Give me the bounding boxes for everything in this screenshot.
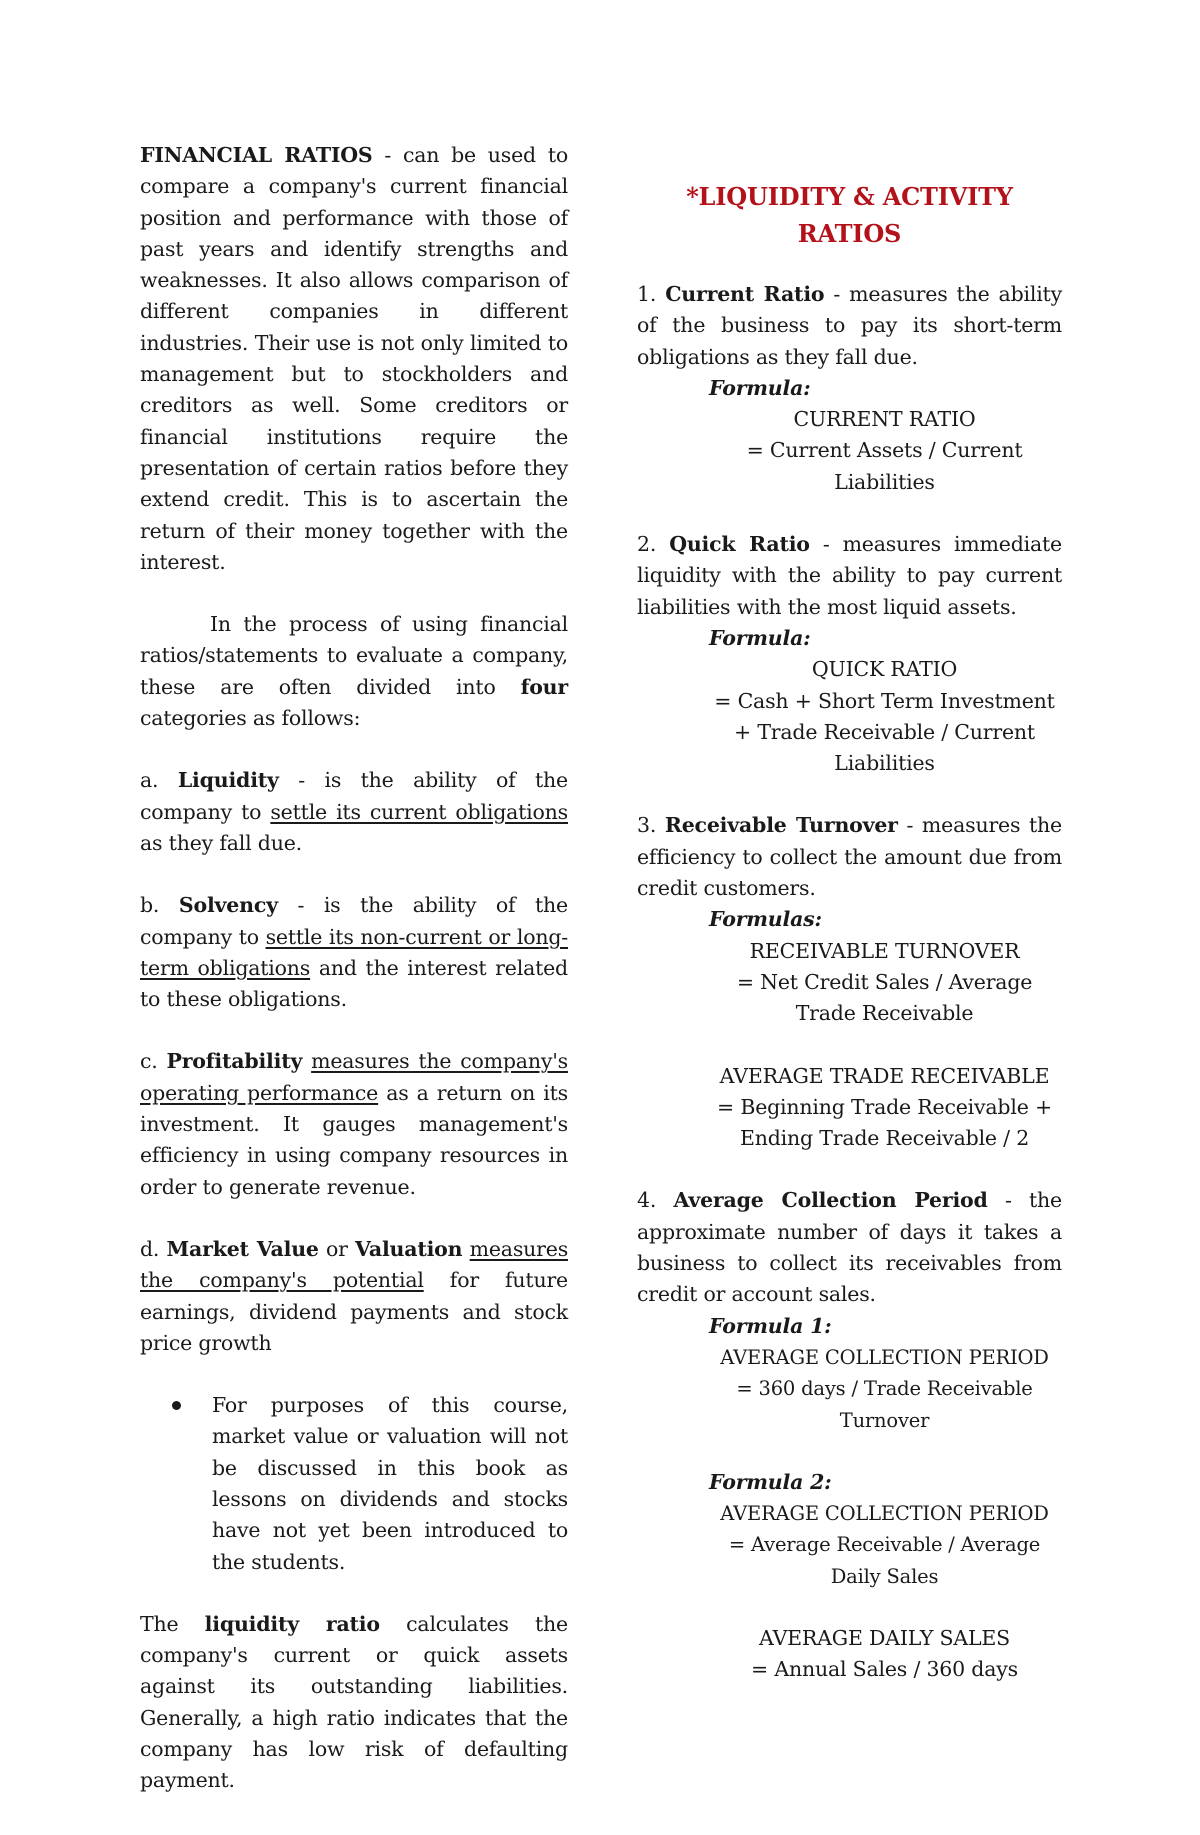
formula-title: QUICK RATIO xyxy=(811,657,958,682)
category-solvency: b. Solvency - is the ability of the company to settle its non-current or long-term obligations and the interest related to these obligations. xyxy=(140,893,568,1012)
section-heading: *LIQUIDITY & ACTIVITY RATIOS xyxy=(686,182,1013,248)
category-profitability: c. Profitability measures the company's operating performance as a return on its investment. It gauges management's efficiency in using company resources in order to generate revenue. xyxy=(140,1049,568,1199)
right-column xyxy=(637,140,1062,1686)
formula-body: = Annual Sales / 360 days xyxy=(751,1657,1018,1682)
formula-body: = Average Receivable / Average Daily Sales xyxy=(728,1533,1041,1588)
formula-label: Formula 2: xyxy=(709,1469,832,1494)
note-bullet-item: For purposes of this course, market value or valuation will not be discussed in this book as lessons on dividends and stocks have not yet been introduced to the students. xyxy=(212,1390,568,1578)
formula-body: = Beginning Trade Receivable + Ending Trade Receivable / 2 xyxy=(717,1094,1052,1151)
formula-title: CURRENT RATIO xyxy=(793,407,976,432)
note-bullet-list xyxy=(140,1390,568,1578)
formula-body: = Current Assets / Current Liabilities xyxy=(746,438,1023,494)
formula-title: RECEIVABLE TURNOVER xyxy=(749,938,1020,963)
category-market-value: d. Market Value or Valuation measures the company's potential for future earnings, dividend payments and stock price growth xyxy=(140,1236,569,1355)
left-column xyxy=(140,140,568,1797)
receivable-turnover-item: 3. Receivable Turnover - measures the efficiency to collect the amount due from credit customers. xyxy=(637,813,1062,901)
formula-label: Formulas: xyxy=(709,907,822,932)
formula-label: Formula: xyxy=(709,625,811,650)
financial-ratios-term: FINANCIAL RATIOS xyxy=(140,143,373,167)
quick-ratio-item: 2. Quick Ratio - measures immediate liquidity with the ability to pay current liabilities with the most liquid assets. xyxy=(637,532,1062,619)
formula-body: = 360 days / Trade Receivable Turnover xyxy=(736,1377,1033,1432)
category-liquidity: a. Liquidity - is the ability of the company to settle its current obligations as they fall due. xyxy=(140,768,568,855)
formula-title: AVERAGE TRADE RECEIVABLE xyxy=(719,1063,1050,1088)
formula-body: = Cash + Short Term Investment + Trade Receivable / Current Liabilities xyxy=(714,688,1055,776)
process-paragraph: In the process of using financial ratios/statements to evaluate a company, these are often divided into four categories as follows: xyxy=(140,612,568,731)
current-ratio-item: 1. Current Ratio - measures the ability of the business to pay its short-term obligations as they fall due. xyxy=(637,282,1062,369)
formula-body: = Net Credit Sales / Average Trade Receivable xyxy=(736,969,1033,1026)
intro-paragraph: FINANCIAL RATIOS - can be used to compare a company's current financial position and performance with those of past years and identify strengths and weaknesses. It also allows comparison of different companies in different industries. Their use is not only limited to management but to stockholders and creditors as well. Some creditors or financial institutions require the presentation of certain ratios before they extend credit. This is to ascertain the return of their money together with the interest. xyxy=(140,143,569,574)
formula-label: Formula: xyxy=(709,375,811,400)
formula-title: AVERAGE DAILY SALES xyxy=(758,1625,1010,1650)
formula-title: AVERAGE COLLECTION PERIOD xyxy=(720,1502,1049,1526)
liquidity-ratio-paragraph: The liquidity ratio calculates the company's current or quick assets against its outstanding liabilities. Generally, a high ratio indicates that the company has low risk of defaulting payment. xyxy=(140,1611,568,1793)
formula-title: AVERAGE COLLECTION PERIOD xyxy=(720,1345,1049,1369)
average-collection-period-item: 4. Average Collection Period - the approximate number of days it takes a business to collect its receivables from credit or account sales. xyxy=(637,1188,1062,1307)
formula-label: Formula 1: xyxy=(709,1313,832,1338)
